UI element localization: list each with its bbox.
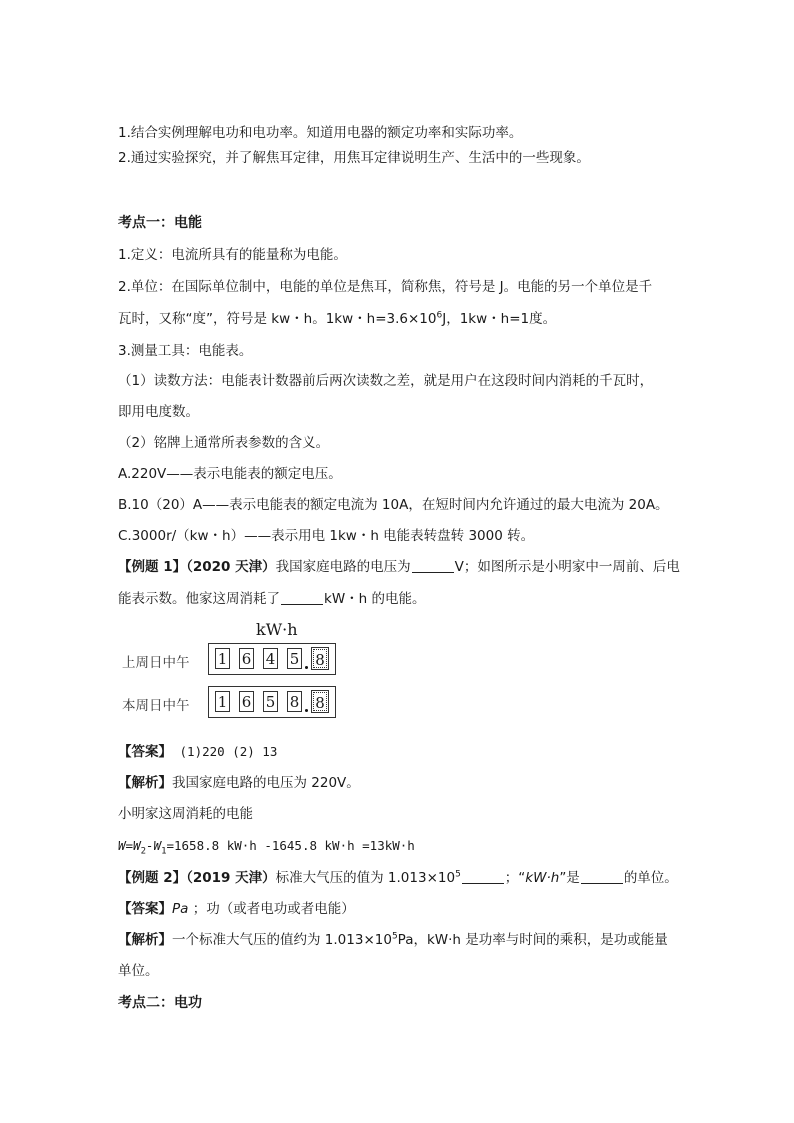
example-1-analysis-2: 小明家这周消耗的电能	[118, 806, 253, 822]
plate-line: （2）铭牌上通常所表参数的含义。	[118, 435, 330, 451]
reading-line-2: 即用电度数。	[118, 404, 199, 420]
meter-digit: 4	[263, 648, 278, 669]
meter-unit-label: kW·h	[256, 620, 298, 639]
param-c: C.3000r/（kw・h）——表示用电 1kw・h 电能表转盘转 3000 转。	[118, 528, 535, 544]
param-b: B.10（20）A——表示电能表的额定电流为 10A，在短时间内允许通过的最大电流为 20A。	[118, 497, 669, 513]
example-2-question: 【例题 2】（2019 天津）标准大气压的值为 $1.013\times 10^5$ ；“kW·h”是 的单位。	[118, 869, 678, 886]
decimal-point	[305, 666, 308, 669]
reading-line-1: （1）读数方法：电能表计数器前后两次读数之差，就是用户在这段时间内消耗的千瓦时，	[118, 373, 654, 389]
meter-label-after: 本周日中午	[122, 698, 190, 714]
section-title-2: 考点二：电功	[118, 995, 202, 1011]
meter-digit: 6	[239, 691, 254, 712]
answer-blank	[281, 590, 323, 605]
meter-display-before	[208, 643, 336, 675]
answer-blank	[462, 869, 504, 884]
meter-digit: 1	[215, 691, 230, 712]
meter-digit: 5	[263, 691, 278, 712]
meter-digit: 1	[215, 648, 230, 669]
example-1-analysis: 【解析】我国家庭电路的电压为 220V。	[118, 775, 360, 791]
example-1-question-line-1: 【例题 1】（2020 天津）我国家庭电路的电压为 V；如图所示是小明家中一周前、后电	[118, 559, 680, 575]
unit-line-1: 2.单位：在国际单位制中，电能的单位是焦耳，简称焦，符号是 J。电能的另一个单位是千	[118, 279, 653, 295]
objective-2: 2.通过实验探究，并了解焦耳定律，用焦耳定律说明生产、生活中的一些现象。	[118, 150, 590, 166]
example-1-question-line-2: 能表示数。他家这周消耗了 kW・h 的电能。	[118, 591, 426, 607]
example-1-answer: 【答案】 (1)220 (2) 13	[118, 744, 278, 760]
meter-digit: 6	[239, 648, 254, 669]
unit-line-2: 瓦时，又称“度”，符号是 kw・h。1kw・$h=3.6\times 10^6J$，1kw・h=1度。	[118, 310, 557, 327]
objective-1: 1.结合实例理解电功和电功率。知道用电器的额定功率和实际功率。	[118, 125, 523, 141]
answer-blank	[581, 869, 623, 884]
example-2-analysis: 【解析】一个标准大气压的值约为 $1.013\times 10^5Pa$，kW·h 是功率与时间的乘积，是功或能量	[118, 931, 668, 948]
meter-digit: 8	[287, 691, 302, 712]
tool-line: 3.测量工具：电能表。	[118, 343, 253, 359]
answer-blank	[412, 558, 454, 573]
example-2-answer: 【答案】Pa ；功（或者电功或者电能）	[118, 901, 355, 917]
meter-label-before: 上周日中午	[122, 655, 190, 671]
param-a: A.220V——表示电能表的额定电压。	[118, 466, 342, 482]
meter-digit: 5	[287, 648, 302, 669]
example-2-analysis-2: 单位。	[118, 963, 159, 979]
definition: 1.定义：电流所具有的能量称为电能。	[118, 247, 347, 263]
meter-display-after	[208, 686, 336, 718]
section-title-1: 考点一：电能	[118, 215, 202, 231]
meter-decimal-digit: 8	[313, 692, 327, 711]
example-1-formula: $W=W_2-W_1=1658.8$ kW·h -1645.8 kW·h =13kW·h	[118, 838, 415, 857]
meter-decimal-digit: 8	[313, 649, 327, 668]
decimal-point	[305, 709, 308, 712]
